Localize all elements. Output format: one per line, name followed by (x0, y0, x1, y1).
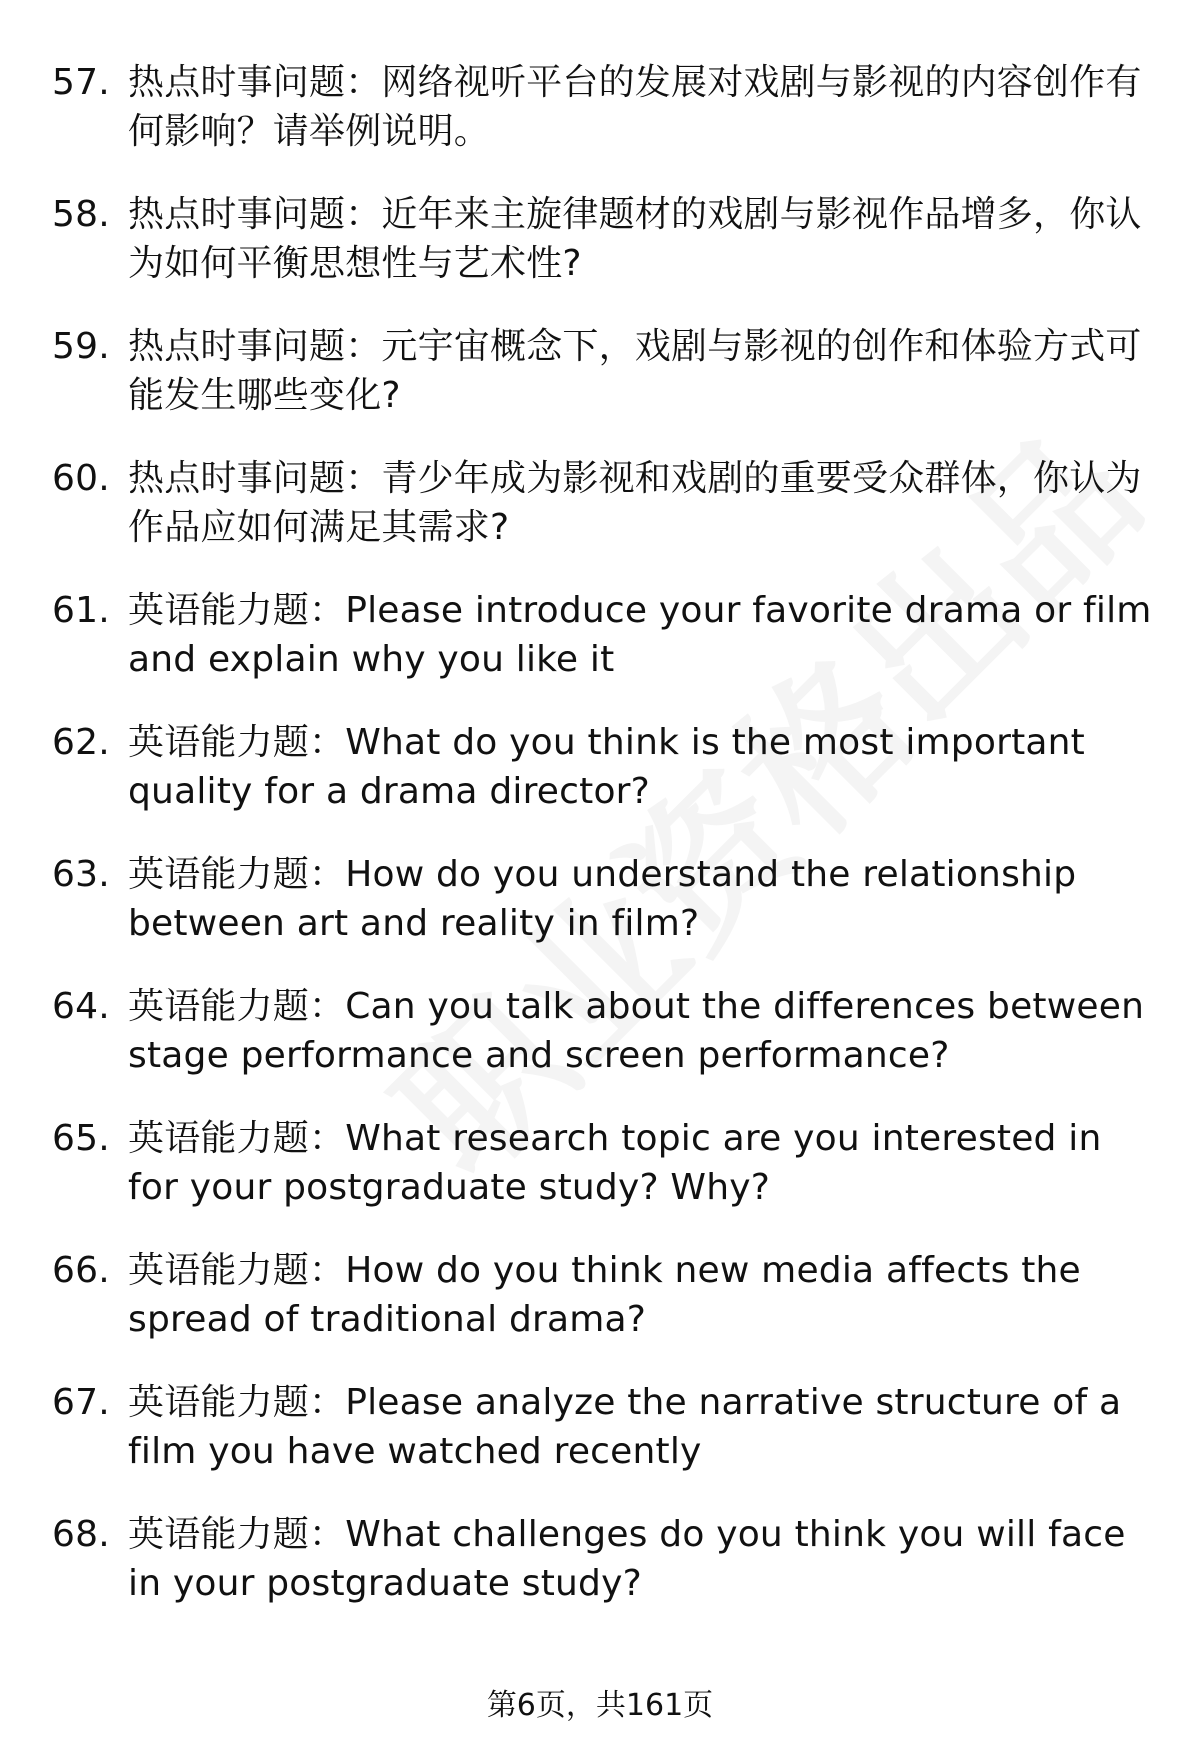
question-text: 英语能力题：Please analyze the narrative structure of a film you have watched recently (128, 1382, 1122, 1472)
question-list (52, 58, 1152, 1642)
question-text: 英语能力题：How do you understand the relationship between art and reality in film? (128, 854, 1077, 944)
question-text: 热点时事问题：网络视听平台的发展对戏剧与影视的内容创作有何影响？请举例说明。 (128, 62, 1142, 152)
question-number: 66. (52, 1250, 110, 1291)
question-number: 60. (52, 458, 110, 499)
question-text: 英语能力题：What challenges do you think you will face in your postgraduate study? (128, 1514, 1126, 1604)
page-footer: 第6页，共161页 (486, 1688, 714, 1723)
question-text: 英语能力题：Please introduce your favorite drama or film and explain why you like it (128, 590, 1152, 680)
question-item (52, 1378, 1152, 1476)
question-item (52, 322, 1152, 420)
question-item (52, 454, 1152, 552)
question-item (52, 718, 1152, 816)
question-item (52, 850, 1152, 948)
question-number: 59. (52, 326, 110, 367)
question-text: 英语能力题：What research topic are you interested in for your postgraduate study? Why? (128, 1118, 1102, 1208)
question-number: 68. (52, 1514, 110, 1555)
question-number: 65. (52, 1118, 110, 1159)
question-text: 热点时事问题：青少年成为影视和戏剧的重要受众群体，你认为作品应如何满足其需求? (128, 458, 1142, 548)
question-number: 64. (52, 986, 110, 1027)
question-number: 62. (52, 722, 110, 763)
question-number: 61. (52, 590, 110, 631)
question-text: 热点时事问题：元宇宙概念下，戏剧与影视的创作和体验方式可能发生哪些变化? (128, 326, 1142, 416)
question-item (52, 190, 1152, 288)
question-item (52, 1246, 1152, 1344)
question-item (52, 586, 1152, 684)
question-text: 英语能力题：How do you think new media affects the spread of traditional drama? (128, 1250, 1081, 1340)
question-number: 57. (52, 62, 110, 103)
question-text: 英语能力题：What do you think is the most important quality for a drama director? (128, 722, 1085, 812)
question-item (52, 1114, 1152, 1212)
question-item (52, 1510, 1152, 1608)
question-text: 热点时事问题：近年来主旋律题材的戏剧与影视作品增多，你认为如何平衡思想性与艺术性? (128, 194, 1142, 284)
question-number: 63. (52, 854, 110, 895)
question-item (52, 58, 1152, 156)
question-item (52, 982, 1152, 1080)
question-number: 58. (52, 194, 110, 235)
question-number: 67. (52, 1382, 110, 1423)
question-text: 英语能力题：Can you talk about the differences between stage performance and screen performance? (128, 986, 1145, 1076)
